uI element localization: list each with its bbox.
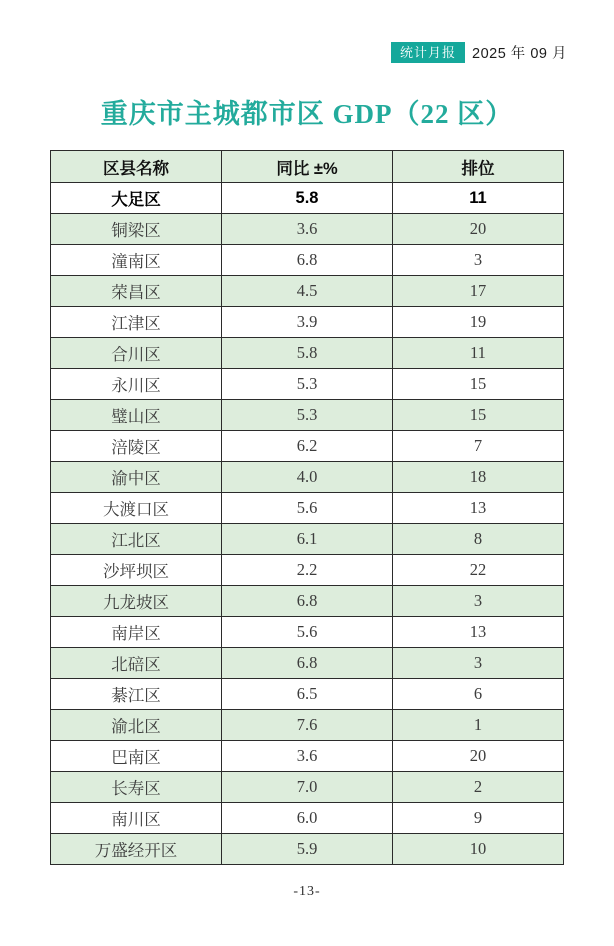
cell-rank: 3 — [393, 245, 564, 276]
gdp-table — [50, 150, 564, 865]
table-row — [51, 586, 564, 617]
table-row — [51, 307, 564, 338]
cell-district: 渝中区 — [51, 462, 222, 493]
table-row — [51, 431, 564, 462]
report-header — [391, 42, 567, 63]
table-row — [51, 834, 564, 865]
cell-district: 长寿区 — [51, 772, 222, 803]
cell-district: 潼南区 — [51, 245, 222, 276]
cell-yoy: 6.8 — [222, 586, 393, 617]
table-row — [51, 741, 564, 772]
cell-yoy: 2.2 — [222, 555, 393, 586]
cell-yoy: 6.2 — [222, 431, 393, 462]
table-header-row — [51, 151, 564, 183]
cell-rank: 20 — [393, 741, 564, 772]
cell-yoy: 3.9 — [222, 307, 393, 338]
cell-yoy: 5.3 — [222, 369, 393, 400]
table-row — [51, 462, 564, 493]
cell-district: 涪陵区 — [51, 431, 222, 462]
cell-district: 大渡口区 — [51, 493, 222, 524]
cell-rank: 3 — [393, 648, 564, 679]
cell-rank: 7 — [393, 431, 564, 462]
cell-yoy: 5.6 — [222, 493, 393, 524]
cell-yoy: 6.5 — [222, 679, 393, 710]
cell-rank: 15 — [393, 400, 564, 431]
cell-rank: 18 — [393, 462, 564, 493]
cell-rank: 17 — [393, 276, 564, 307]
cell-rank: 9 — [393, 803, 564, 834]
table-row — [51, 369, 564, 400]
cell-rank: 13 — [393, 493, 564, 524]
cell-rank: 2 — [393, 772, 564, 803]
cell-yoy: 3.6 — [222, 741, 393, 772]
table-row — [51, 214, 564, 245]
cell-district: 南岸区 — [51, 617, 222, 648]
table-row — [51, 493, 564, 524]
cell-yoy: 5.3 — [222, 400, 393, 431]
cell-district: 江津区 — [51, 307, 222, 338]
cell-yoy: 6.1 — [222, 524, 393, 555]
cell-rank: 20 — [393, 214, 564, 245]
table-row — [51, 183, 564, 214]
page-title: 重庆市主城都市区 GDP（22 区） — [100, 99, 514, 129]
cell-yoy: 7.6 — [222, 710, 393, 741]
cell-yoy: 5.8 — [222, 338, 393, 369]
cell-district: 大足区 — [51, 183, 222, 214]
cell-rank: 11 — [393, 183, 564, 214]
cell-yoy: 3.6 — [222, 214, 393, 245]
table-row — [51, 524, 564, 555]
cell-yoy: 7.0 — [222, 772, 393, 803]
cell-district: 九龙坡区 — [51, 586, 222, 617]
cell-district: 巴南区 — [51, 741, 222, 772]
cell-district: 沙坪坝区 — [51, 555, 222, 586]
col-header-district: 区县名称 — [51, 151, 222, 183]
table-row — [51, 555, 564, 586]
cell-yoy: 5.6 — [222, 617, 393, 648]
cell-yoy: 6.8 — [222, 648, 393, 679]
col-header-rank: 排位 — [393, 151, 564, 183]
cell-rank: 8 — [393, 524, 564, 555]
cell-district: 璧山区 — [51, 400, 222, 431]
cell-rank: 10 — [393, 834, 564, 865]
cell-district: 合川区 — [51, 338, 222, 369]
cell-district: 綦江区 — [51, 679, 222, 710]
cell-yoy: 4.5 — [222, 276, 393, 307]
table-row — [51, 400, 564, 431]
cell-yoy: 5.8 — [222, 183, 393, 214]
cell-yoy: 6.8 — [222, 245, 393, 276]
cell-district: 永川区 — [51, 369, 222, 400]
table-row — [51, 648, 564, 679]
table-row — [51, 803, 564, 834]
cell-rank: 15 — [393, 369, 564, 400]
cell-rank: 1 — [393, 710, 564, 741]
cell-rank: 11 — [393, 338, 564, 369]
cell-district: 南川区 — [51, 803, 222, 834]
report-type-badge: 统计月报 — [391, 42, 465, 63]
cell-yoy: 5.9 — [222, 834, 393, 865]
page-number: -13- — [293, 884, 321, 899]
cell-rank: 22 — [393, 555, 564, 586]
cell-district: 铜梁区 — [51, 214, 222, 245]
cell-district: 万盛经开区 — [51, 834, 222, 865]
table-row — [51, 710, 564, 741]
col-header-yoy: 同比 ±% — [222, 151, 393, 183]
table-row — [51, 245, 564, 276]
table-row — [51, 617, 564, 648]
cell-rank: 6 — [393, 679, 564, 710]
cell-yoy: 6.0 — [222, 803, 393, 834]
table-row — [51, 772, 564, 803]
table-row — [51, 276, 564, 307]
report-date: 2025 年 09 月 — [472, 46, 567, 62]
cell-district: 北碚区 — [51, 648, 222, 679]
table-row — [51, 679, 564, 710]
cell-district: 荣昌区 — [51, 276, 222, 307]
cell-yoy: 4.0 — [222, 462, 393, 493]
cell-rank: 13 — [393, 617, 564, 648]
table-row — [51, 338, 564, 369]
cell-rank: 19 — [393, 307, 564, 338]
cell-district: 渝北区 — [51, 710, 222, 741]
cell-rank: 3 — [393, 586, 564, 617]
cell-district: 江北区 — [51, 524, 222, 555]
